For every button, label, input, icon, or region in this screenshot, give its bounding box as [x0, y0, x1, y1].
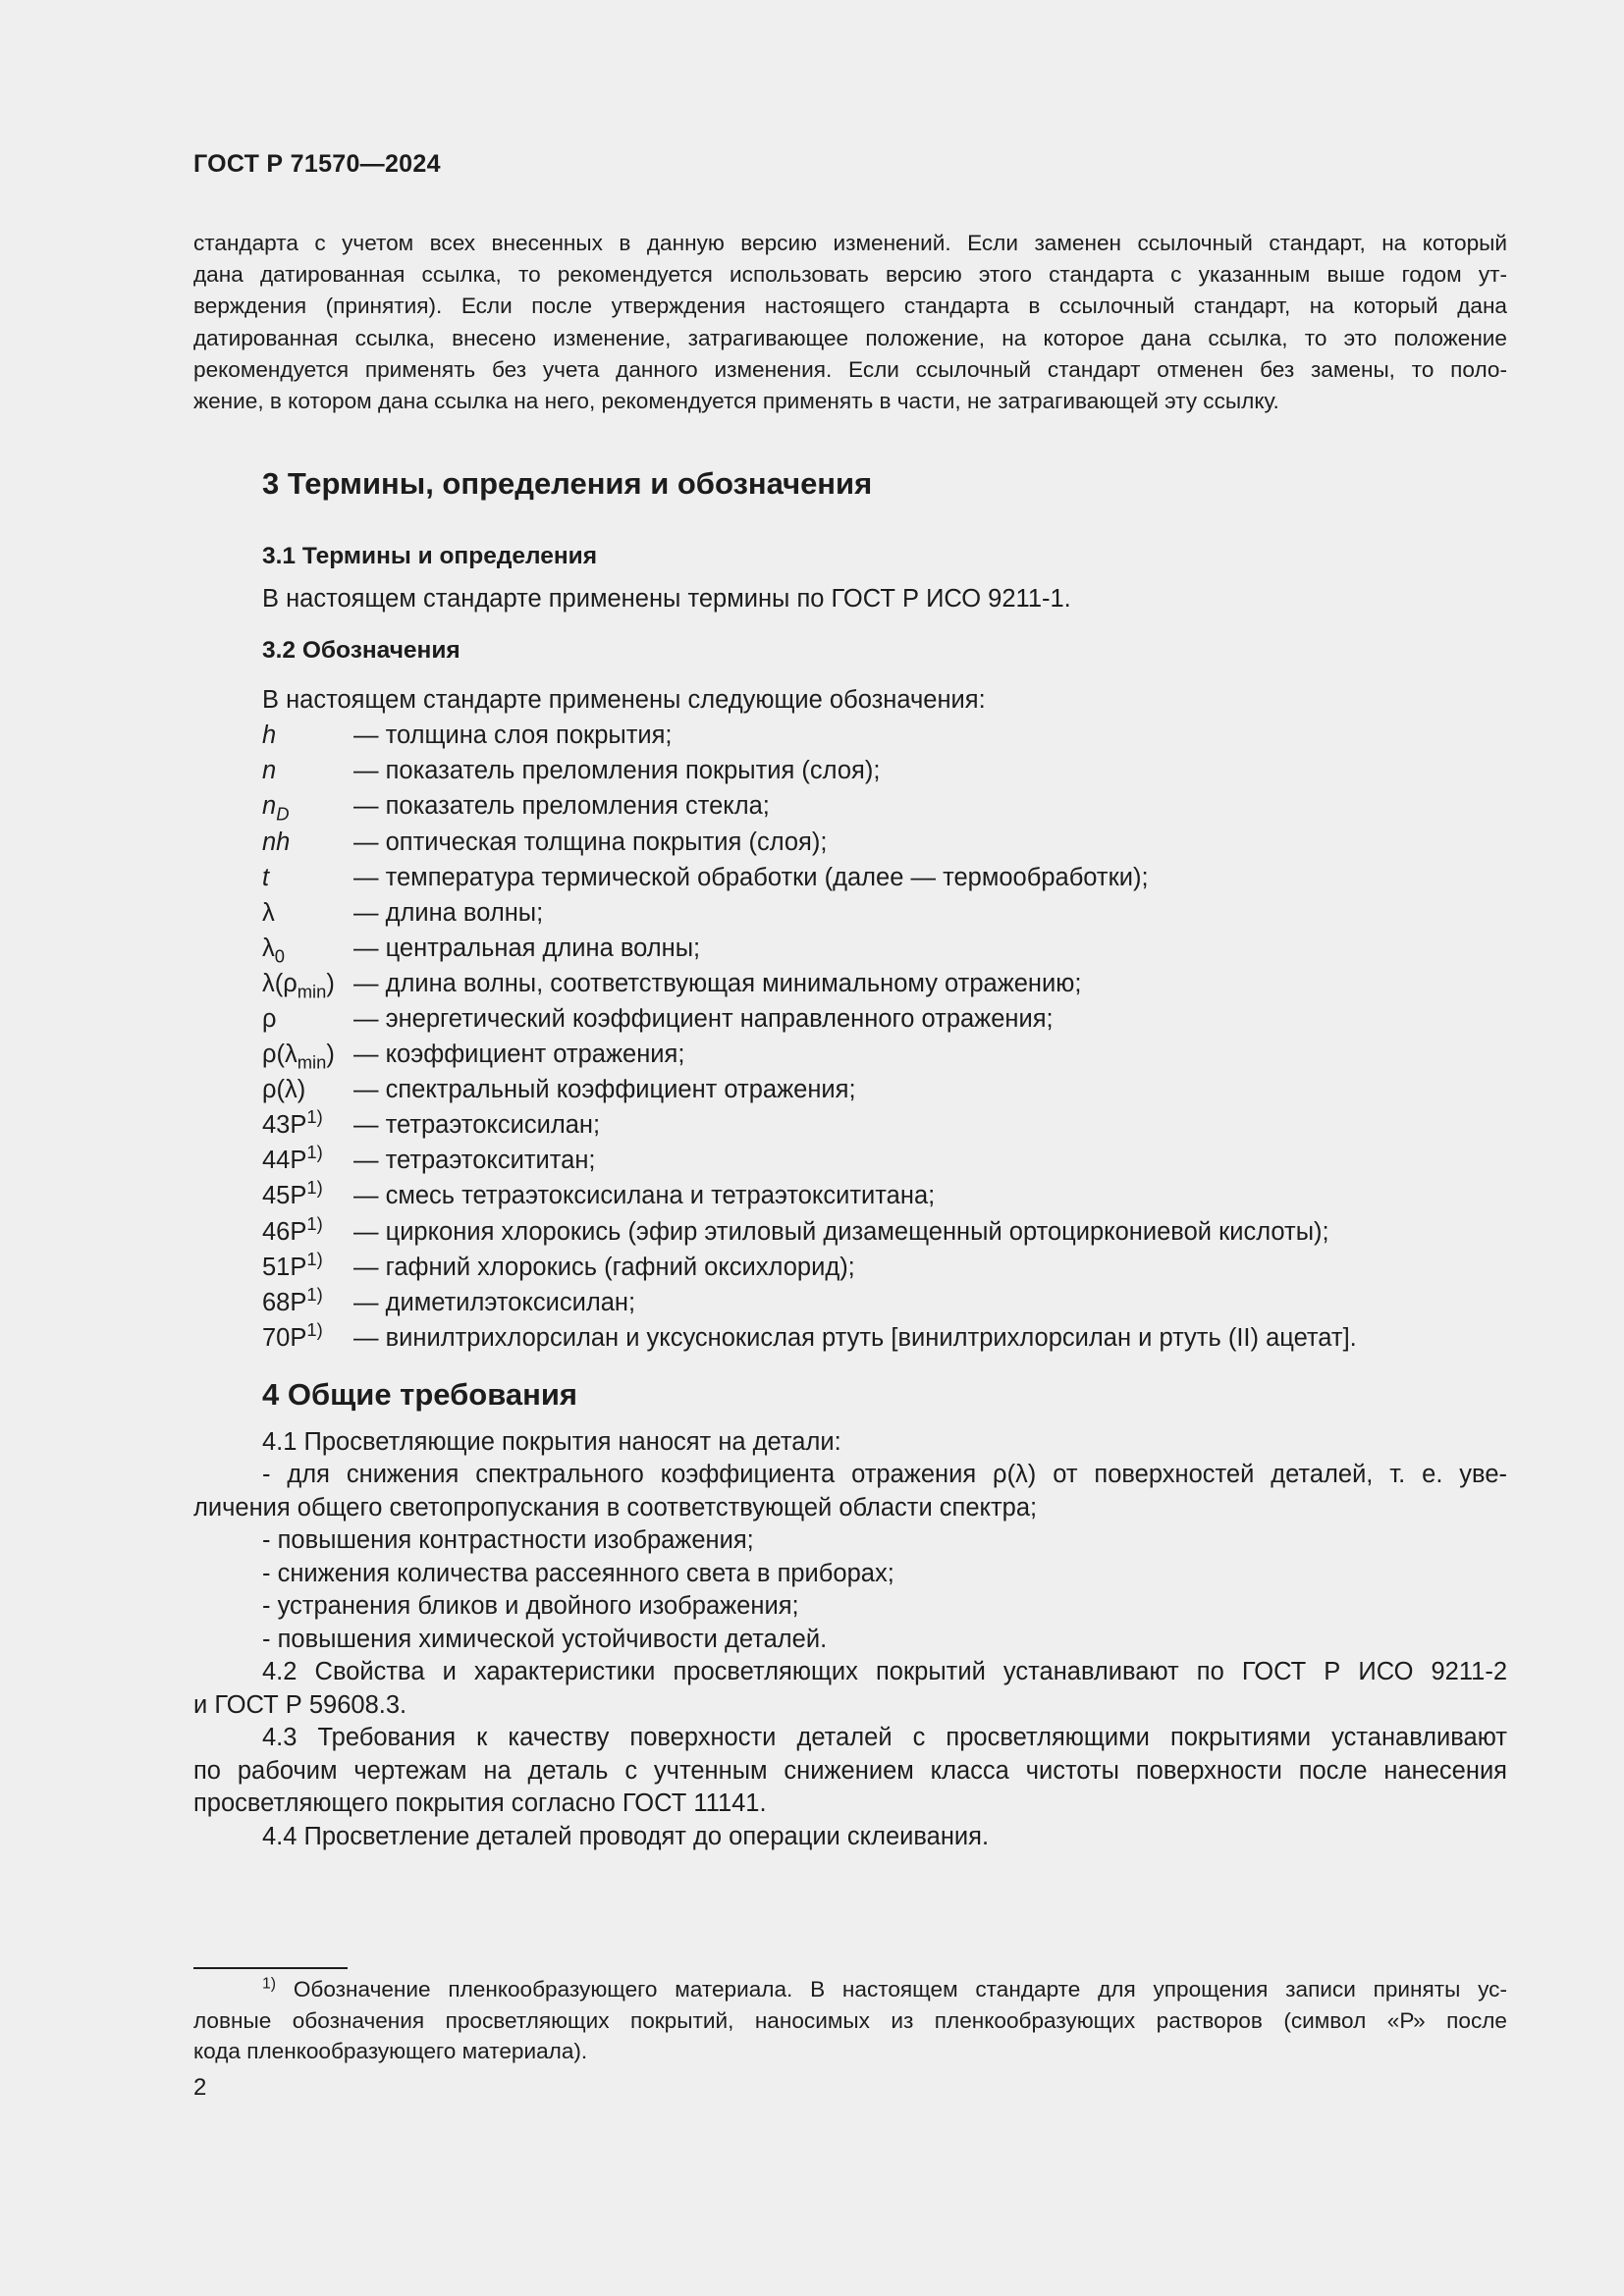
page-number: 2 [193, 2074, 207, 2101]
symbol-base: nh [262, 828, 291, 856]
symbol-base: λ [262, 898, 275, 927]
text-line: и ГОСТ Р 59608.3. [193, 1690, 407, 1719]
symbol-term [262, 1001, 353, 1037]
symbol-subscript: min [297, 1051, 327, 1073]
symbol-term [262, 895, 353, 931]
symbol-base: n [262, 757, 277, 785]
symbol-term [262, 753, 353, 788]
symbol-term [262, 860, 353, 895]
symbols-list [193, 718, 1507, 1356]
footnote-line [193, 1974, 1507, 2005]
symbol-base: λ [262, 934, 275, 962]
symbol-base: ρ [262, 1004, 277, 1033]
intro-paragraph [193, 228, 1507, 417]
text-line: личения общего светопропускания в соответствующей области спектра; [193, 1493, 1038, 1522]
symbol-definition: — винилтрихлорсилан и уксуснокислая ртуть [винилтрихлорсилан и ртуть (II) ацетат]. [353, 1323, 1357, 1352]
footnote-ref: 1) [306, 1142, 323, 1163]
symbol-term [262, 1320, 353, 1356]
subsection-3-1-title: 3.1 Термины и определения [262, 543, 598, 570]
text-line: дана датированная ссылка, то рекомендуется использовать версию этого стандарта с указанным выше годом ут- [193, 262, 1507, 288]
symbol-base: ρ(λ) [262, 1076, 306, 1104]
text-line: жение, в котором дана ссылка на него, рекомендуется применять в части, не затрагивающей эту ссылку. [193, 389, 1279, 414]
symbol-definition: — оптическая толщина покрытия (слоя); [353, 828, 828, 856]
symbol-term [262, 1037, 353, 1072]
symbol-subscript: D [276, 803, 290, 825]
symbol-base: 43Р [262, 1111, 307, 1140]
symbol-row [262, 860, 1507, 895]
symbol-base: t [262, 863, 270, 891]
symbol-term [262, 966, 353, 1001]
footnote-text: Обозначение пленкообразующего материала. В настоящем стандарте для упрощения записи приняты ус- [276, 1977, 1507, 2002]
symbol-row [262, 788, 1507, 824]
symbol-term [262, 718, 353, 753]
symbol-row [262, 895, 1507, 931]
symbol-term [262, 1072, 353, 1107]
subsection-3-2-title: 3.2 Обозначения [262, 637, 460, 665]
footnote-ref: 1) [306, 1212, 323, 1234]
footnote-ref: 1) [306, 1318, 323, 1340]
text-line: 4.3 Требования к качеству поверхности деталей с просветляющими покрытиями устанавливают [262, 1724, 1507, 1752]
footnote-divider [193, 1967, 348, 1969]
section-4-body [193, 1426, 1507, 1854]
text-line: 4.1 Просветляющие покрытия наносят на детали: [262, 1427, 841, 1456]
footnote-mark: 1) [262, 1975, 277, 1993]
symbol-definition: — спектральный коэффициент отражения; [353, 1076, 856, 1104]
text-line: - повышения контрастности изображения; [262, 1526, 754, 1555]
symbol-term [262, 1143, 353, 1178]
symbol-definition: — показатель преломления покрытия (слоя); [353, 757, 881, 785]
symbol-term [262, 1214, 353, 1250]
symbol-definition: — длина волны, соответствующая минимальному отражению; [353, 969, 1082, 997]
symbol-row [262, 1285, 1507, 1320]
text-line: - снижения количества рассеянного света в приборах; [262, 1559, 894, 1587]
symbol-term [262, 1178, 353, 1213]
symbol-definition: — коэффициент отражения; [353, 1041, 685, 1069]
symbol-row [262, 1143, 1507, 1178]
footnote-ref: 1) [306, 1248, 323, 1269]
symbol-row [262, 1250, 1507, 1285]
text-line: - повышения химической устойчивости деталей. [262, 1625, 828, 1653]
section-3-title: 3 Термины, определения и обозначения [262, 466, 873, 502]
text-line: - для снижения спектрального коэффициента отражения ρ(λ) от поверхностей деталей, т. е. уве- [262, 1461, 1507, 1489]
symbol-base: ρ(λ [262, 1041, 298, 1069]
symbol-definition: — длина волны; [353, 898, 544, 927]
symbol-definition: — толщина слоя покрытия; [353, 721, 673, 750]
symbol-definition: — тетраэтоксититан; [353, 1147, 596, 1175]
symbol-row [262, 1072, 1507, 1107]
symbol-base: 44Р [262, 1147, 307, 1175]
symbol-term [262, 788, 353, 824]
text-line: датированная ссылка, внесено изменение, затрагивающее положение, на которое дана ссылка, то это положение [193, 325, 1507, 350]
symbol-term [262, 1285, 353, 1320]
symbol-row [262, 825, 1507, 860]
symbol-row [262, 753, 1507, 788]
symbol-base: 68Р [262, 1288, 307, 1316]
footnote-line: ловные обозначения просветляющих покрытий, наносимых из пленкообразующих растворов (символ «Р» после [193, 2007, 1507, 2033]
symbol-definition: — гафний хлорокись (гафний оксихлорид); [353, 1253, 855, 1281]
symbol-base: 45Р [262, 1182, 307, 1210]
symbol-subscript: min [297, 981, 327, 1002]
symbol-definition: — показатель преломления стекла; [353, 792, 770, 821]
symbol-row [262, 1214, 1507, 1250]
symbol-row [262, 718, 1507, 753]
symbol-base: 70Р [262, 1323, 307, 1352]
symbol-base: 51Р [262, 1253, 307, 1281]
text-line: рекомендуется применять без учета данного изменения. Если ссылочный стандарт отменен без замены, то поло- [193, 356, 1507, 382]
symbol-term [262, 931, 353, 966]
text-line: стандарта с учетом всех внесенных в данную версию изменений. Если заменен ссылочный стандарт, на который [193, 231, 1507, 255]
symbol-subscript: 0 [274, 945, 285, 967]
text-line: по рабочим чертежам на деталь с учтенным снижением класса чистоты поверхности после нанесения [193, 1756, 1507, 1785]
symbol-row [262, 966, 1507, 1001]
subsection-3-2-text: В настоящем стандарте применены следующие обозначения: [262, 686, 986, 715]
symbol-definition: — тетраэтоксисилан; [353, 1111, 601, 1140]
footnote-ref: 1) [306, 1106, 323, 1128]
text-line: верждения (принятия). Если после утверждения настоящего стандарта в ссылочный стандарт, на который дана [193, 294, 1507, 319]
symbol-row [262, 1001, 1507, 1037]
text-line: просветляющего покрытия согласно ГОСТ 11141. [193, 1789, 767, 1818]
symbol-definition: — температура термической обработки (далее — термообработки); [353, 863, 1149, 891]
symbol-row [262, 1037, 1507, 1072]
symbol-definition: — смесь тетраэтоксисилана и тетраэтоксититана; [353, 1182, 936, 1210]
symbol-tail: ) [326, 1041, 335, 1069]
text-line: 4.2 Свойства и характеристики просветляющих покрытий устанавливают по ГОСТ Р ИСО 9211-2 [262, 1658, 1507, 1686]
symbol-base: λ(ρ [262, 969, 298, 997]
symbol-definition: — энергетический коэффициент направленного отражения; [353, 1004, 1054, 1033]
symbol-base: 46Р [262, 1217, 307, 1246]
subsection-3-1-text: В настоящем стандарте применены термины по ГОСТ Р ИСО 9211-1. [262, 585, 1071, 614]
symbol-definition: — центральная длина волны; [353, 934, 701, 962]
footnote-ref: 1) [306, 1177, 323, 1199]
symbol-definition: — диметилэтоксисилан; [353, 1288, 636, 1316]
document-header: ГОСТ Р 71570—2024 [193, 150, 441, 178]
text-line: - устранения бликов и двойного изображения; [262, 1592, 799, 1621]
section-4-title: 4 Общие требования [262, 1376, 577, 1412]
symbol-term [262, 1250, 353, 1285]
symbol-tail: ) [326, 969, 335, 997]
symbol-base: h [262, 721, 277, 750]
text-line: 4.4 Просветление деталей проводят до операции склеивания. [262, 1822, 990, 1850]
footnote-ref: 1) [306, 1283, 323, 1305]
symbol-term [262, 1107, 353, 1143]
footnote [193, 1974, 1507, 2067]
symbol-definition: — циркония хлорокись (эфир этиловый дизамещенный ортоциркониевой кислоты); [353, 1217, 1329, 1246]
symbol-base: n [262, 792, 277, 821]
symbol-row [262, 931, 1507, 966]
symbol-term [262, 825, 353, 860]
footnote-line: кода пленкообразующего материала). [193, 2039, 588, 2063]
symbol-row [262, 1178, 1507, 1213]
page-content [193, 147, 1507, 1853]
symbol-row [262, 1107, 1507, 1143]
symbol-row [262, 1320, 1507, 1356]
